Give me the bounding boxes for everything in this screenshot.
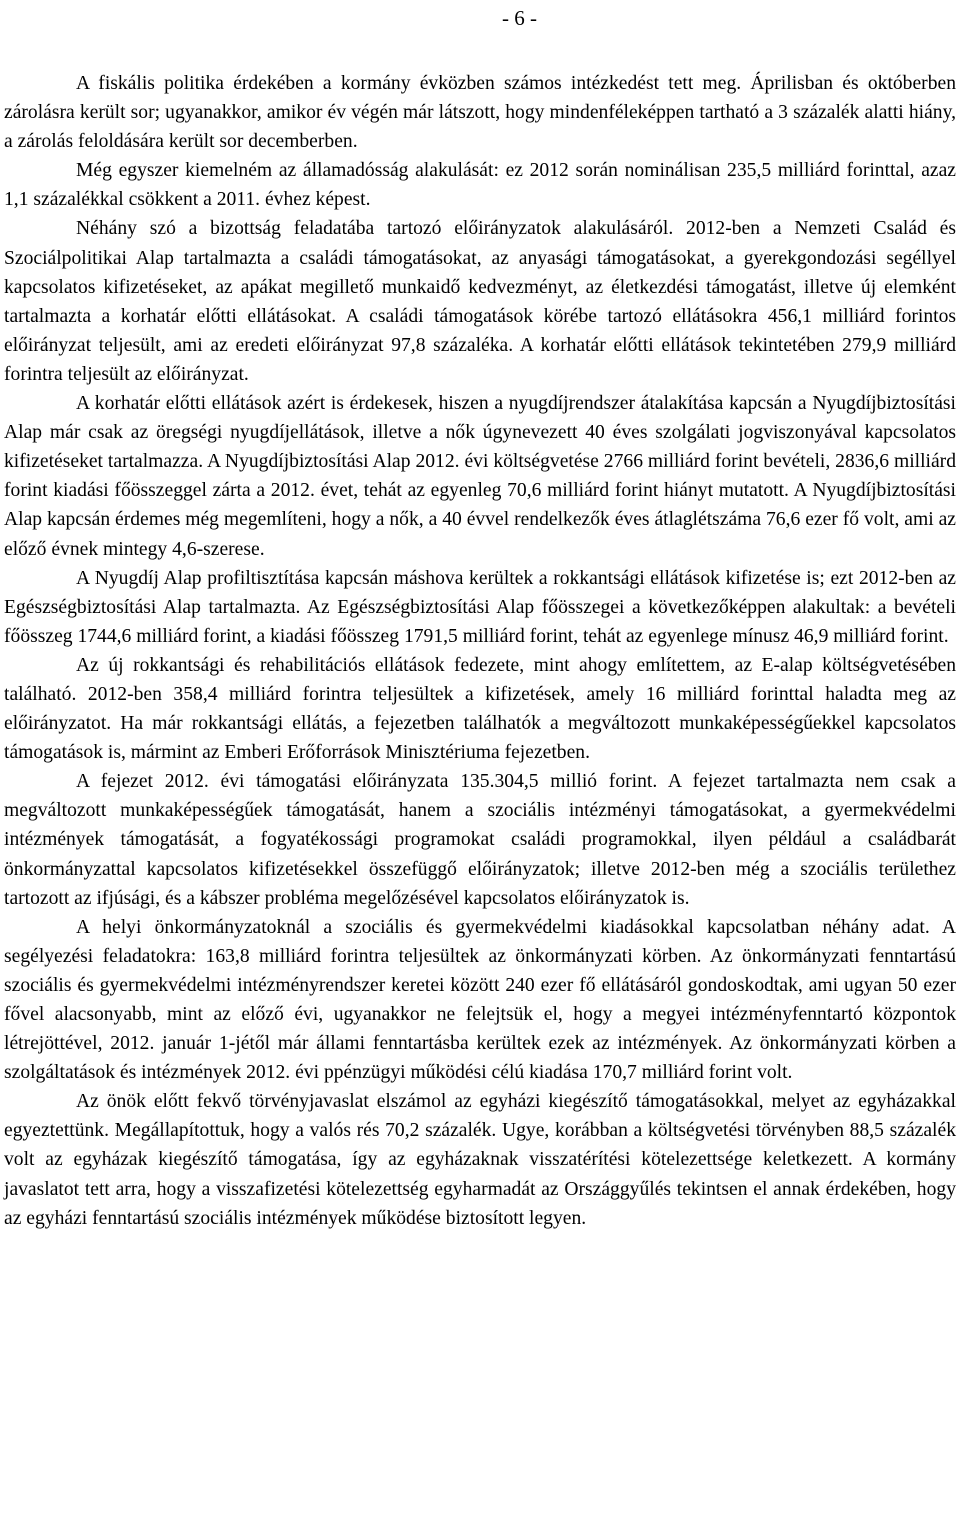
paragraph-church-support: Az önök előtt fekvő törvényjavaslat elszámol az egyházi kiegészítő támogatásokkal, melyet az egyházakkal egyeztettünk. Megállapítottuk, hogy a valós rés 70,2 százalék. Ugye, korábban a költségvetési törvényben 88,5 százalék volt az egyházak kiegészítő támogatása, így az egyházaknak visszatérítési kötelezettsége keletkezett. A kormány javaslatot tett arra, hogy a visszafizetési kötelezettség egyharmadát az Országgyűlés tekintsen el annak érdekében, hogy az egyházi fenntartású szociális intézmények működése biztosított legyen. bbox=[4, 1091, 956, 1229]
page-number: - 6 - bbox=[502, 6, 537, 30]
paragraph-public-debt: Még egyszer kiemelném az államadósság alakulását: ez 2012 során nominálisan 235,5 milliárd forinttal, azaz 1,1 százalékkal csökkent a 2011. évhez képest. bbox=[4, 160, 956, 211]
paragraph-health-insurance-fund: A Nyugdíj Alap profiltisztítása kapcsán máshova kerültek a rokkantsági ellátások kifizetése is; ezt 2012-ben az Egészségbiztosítási Alap tartalmazta. Az Egészségbiztosítási Alap főösszegei a következőképpen alakultak: a bevételi főösszeg 1744,6 milliárd forint, a kiadási főösszeg 1791,5 milliárd forint, tehát az egyenlege mínusz 46,9 milliárd forint. bbox=[4, 567, 956, 647]
paragraph-local-governments: A helyi önkormányzatoknál a szociális és gyermekvédelmi kiadásokkal kapcsolatban néhány adat. A segélyezési feladatokra: 163,8 milliárd forintra teljesültek az önkormányzati körben. Az önkormányzati fenntartású szociális és gyermekvédelmi intézményrendszer keretei között 240 ezer fő ellátásáról gondoskodtak, ami ugyan 50 ezer fővel alacsonyabb, mint az előző évi, ugyanakkor ne felejtsük el, hogy a megyei intézményfenntartó központok létrejöttével, 2012. január 1-jétől már állami fenntartásba kerültek ezek az intézmények. Az önkormányzati körben a szolgáltatások és intézmények 2012. évi ppénzügyi működési célú kiadása 170,7 milliárd forint volt. bbox=[4, 916, 956, 1084]
paragraph-fiscal-policy: A fiskális politika érdekében a kormány évközben számos intézkedést tett meg. Áprilisban és októberben zárolásra került sor; ugyanakkor, amikor év végén már látszott, hogy mindenféleképpen tartható a 3 százalék alatti hiány, a zárolás feloldására került sor decemberben. bbox=[4, 73, 956, 153]
paragraph-family-social-fund: Néhány szó a bizottság feladatába tartozó előirányzatok alakulásáról. 2012-ben a Nemzeti Család és Szociálpolitikai Alap tartalmazta a családi támogatásokat, az anyasági támogatásokat, a gyerekgondozási segéllyel kapcsolatos kifizetéseket, az apákat megillető munkaidő kedvezményt, az életkezdési támogatást, illetve új elemként tartalmazta a korhatár előtti ellátásokat. A családi támogatások körébe tartozó ellátásokra 456,1 milliárd forintos előirányzat teljesült, ami az eredeti előirányzat 97,8 százaléka. A korhatár előtti ellátások tekintetében 279,9 milliárd forintra teljesült az előirányzat. bbox=[4, 218, 956, 385]
paragraph-pension-fund: A korhatár előtti ellátások azért is érdekesek, hiszen a nyugdíjrendszer átalakítása kapcsán a Nyugdíjbiztosítási Alap már csak az öregségi nyugdíjellátások, illetve a nők úgynevezett 40 éves szolgálati jogviszonyával kapcsolatos kifizetéseket tartalmazza. A Nyugdíjbiztosítási Alap 2012. évi költségvetése 2766 milliárd forint bevételi, 2836,6 milliárd forint kiadási főösszeggel zárta a 2012. évet, tehát az egyenleg 70,6 milliárd forint hiányt mutatott. A Nyugdíjbiztosítási Alap kapcsán érdemes még megemlíteni, hogy a nők, a 40 évvel rendelkezők éves átlaglétszáma 76,6 ezer fő volt, ami az előző évnek mintegy 4,6-szerese. bbox=[4, 393, 956, 560]
paragraph-chapter-appropriation: A fejezet 2012. évi támogatási előirányzata 135.304,5 millió forint. A fejezet tartalmazta nem csak a megváltozott munkaképességűek támogatását, hanem a szociális intézményi támogatásokat, a gyermekvédelmi intézmények támogatását, a fogyatékossági programokat családi programokkal, ilyen például a családbarát önkormányzattal kapcsolatos kifizetésekkel összefüggő előirányzatok; illetve 2012-ben még a szociális területhez tartozott az ifjúsági, és a kábszer probléma megelőzésével kapcsolatos előirányzatok is. bbox=[4, 771, 956, 909]
paragraph-disability-benefits: Az új rokkantsági és rehabilitációs ellátások fedezete, mint ahogy említettem, az E-alap költségvetésében található. 2012-ben 358,4 milliárd forintra teljesültek a kifizetések, amely 16 milliárd forinttal haladta meg az előirányzatot. Ha már rokkantsági ellátás, a fejezetben találhatók a megváltozott munkaképességűekkel kapcsolatos támogatások is, mármint az Emberi Erőforrások Minisztériuma fejezetben. bbox=[4, 654, 956, 764]
document-body bbox=[4, 69, 956, 1233]
